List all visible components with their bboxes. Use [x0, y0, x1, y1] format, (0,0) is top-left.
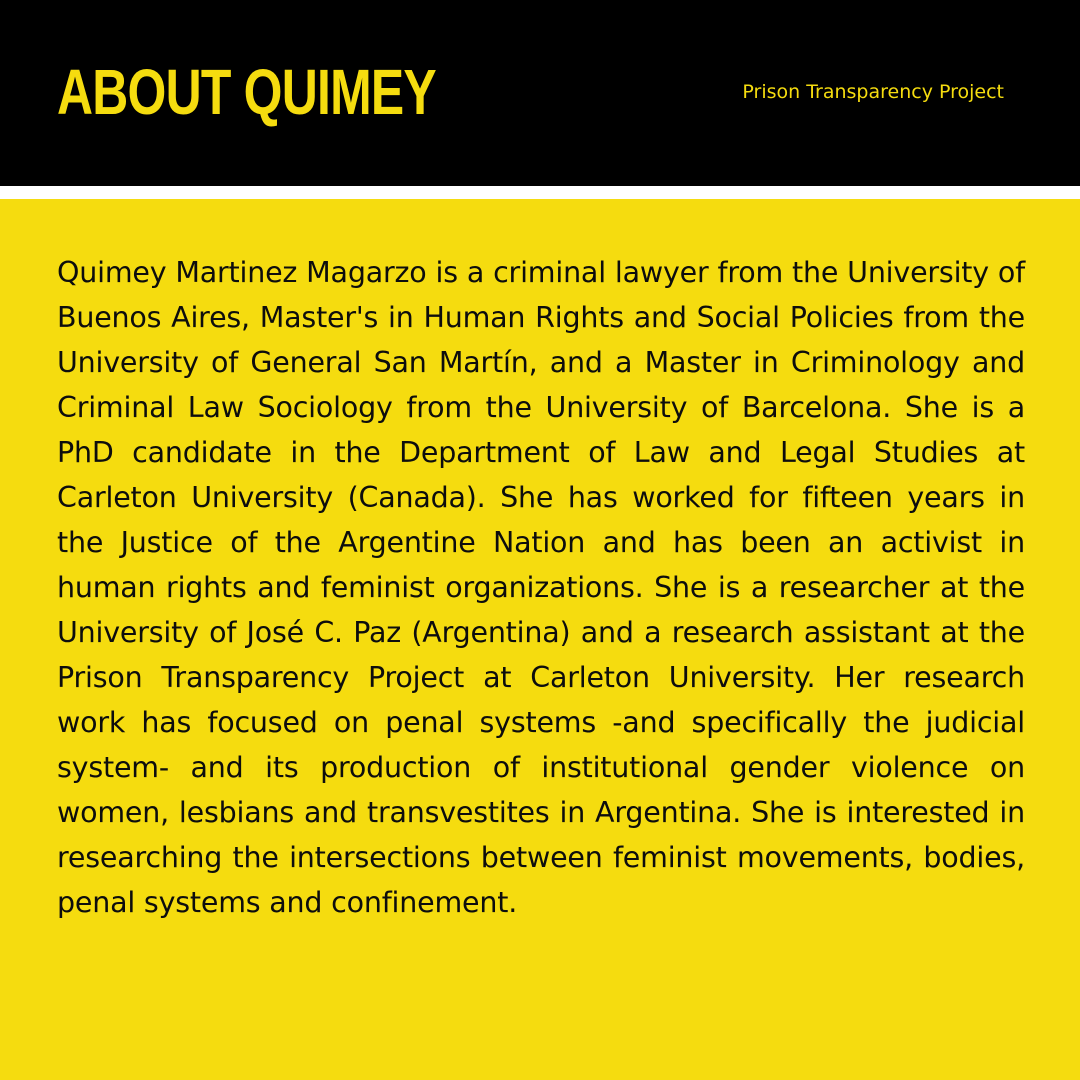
bio-panel	[0, 199, 1080, 1080]
project-name: Prison Transparency Project	[742, 81, 1004, 103]
separator-stripe	[0, 186, 1080, 199]
bio-text: Quimey Martinez Magarzo is a criminal lawyer from the University of Buenos Aires, Master's in Human Rights and Social Policies from the University of General San Martín, and a Master in Criminology and Criminal Law Sociology from the University of Barcelona. She is a PhD candidate in the Department of Law and Legal Studies at Carleton University (Canada). She has worked for fifteen years in the Justice of the Argentine Nation and has been an activist in human rights and feminist organizations. She is a researcher at the University of José C. Paz (Argentina) and a research assistant at the Prison Transparency Project at Carleton University. Her research work has focused on penal systems -and specifically the judicial system- and its production of institutional gender violence on women, lesbians and transvestites in Argentina. She is interested in researching the intersections between feminist movements, bodies, penal systems and confinement.	[57, 256, 1025, 919]
page-title: ABOUT QUIMEY	[57, 56, 436, 128]
header-bar	[0, 0, 1080, 186]
